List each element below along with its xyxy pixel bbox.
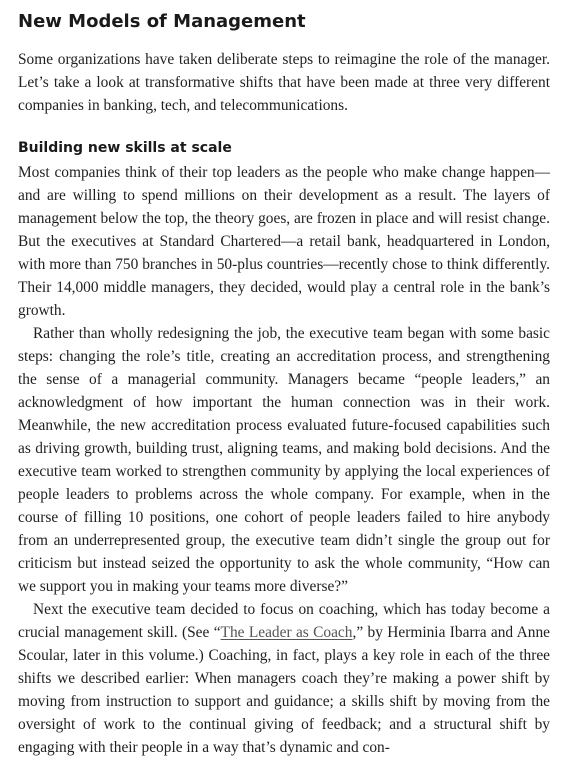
body-paragraph-3-end: ,” by Herminia Ibarra and Anne Scoular, later in this volume.) Coaching, in fact, plays a key role in each of the three shifts we described earlier: When managers coach they’re making a power shift by moving from instruction to support and guidance; a skills shift by moving from the oversight of work to the continual giving of feedback; and a structural shift by engaging with their people in a way that’s dynamic and con- [18,624,550,756]
body-paragraph-2: Rather than wholly redesigning the job, the executive team began with some basic steps: changing the role’s title, creating an accreditation process, and strengthening the sense of a managerial community. Managers became “people leaders,” an acknowledgment of how important the human connection was in their work. Meanwhile, the new accreditation process evaluated future-focused capabilities such as driving growth, building trust, aligning teams, and making bold decisions. And the executive team worked to strengthen community by applying the local experiences of people leaders to problems across the whole company. For example, when in the course of filling 10 positions, one cohort of people leaders failed to hire anybody from an underrepresented group, the executive team didn’t single the group out for criticism but instead seized the opportunity to ask the whole community, “How can we support you in making your teams more diverse?” [18,325,550,595]
body-paragraph-1: Most companies think of their top leaders as the people who make change happen—and are willing to spend millions on their development as a result. The layers of management below the top, the theory goes, are frozen in place and will resist change. But the executives at Standard Chartered—a retail bank, headquartered in London, with more than 750 branches in 50-plus countries—recently chose to think differently. Their 14,000 middle managers, they decided, would play a central role in the bank’s growth. [18,164,550,319]
article-page [18,10,550,759]
leader-as-coach-link[interactable]: The Leader as Coach [220,624,353,641]
body-paragraph-3 [18,598,550,759]
intro-paragraph: Some organizations have taken deliberate steps to reimagine the role of the manager. Let’s take a look at transformative shifts that have been made at three very different companies in banking, tech, and telecommunications. [18,51,550,114]
subsection-title: Building new skills at scale [18,140,232,156]
section-title: New Models of Management [18,11,306,32]
body-paragraph-3-start: Next the executive team decided to focus on coaching, which has today become a crucial management skill. (See “ [18,601,550,641]
